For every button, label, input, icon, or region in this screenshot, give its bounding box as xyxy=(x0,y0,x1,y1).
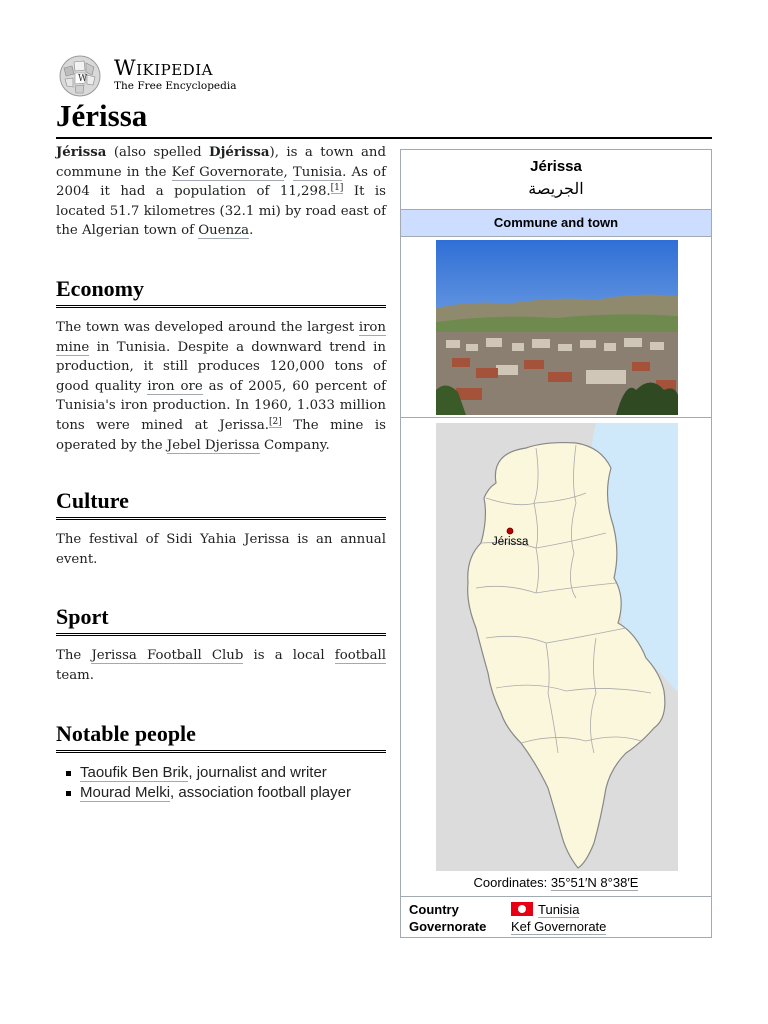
economy-text: Company. xyxy=(259,437,330,453)
wordmark-title: Wikipedia xyxy=(114,56,213,80)
infobox-divider xyxy=(401,896,711,897)
notable-people-heading: Notable people xyxy=(56,720,386,753)
kef-governorate-infobox-link[interactable]: Kef Governorate xyxy=(511,919,607,934)
reference-1-link[interactable]: [1] xyxy=(330,182,344,193)
intro-text: It is located 51.7 kilometres (32.1 mi) by road east of the Algerian town of xyxy=(56,184,386,239)
wordmark-tagline: The Free Encyclopedia xyxy=(114,80,237,92)
taoufik-ben-brik-link[interactable]: Taoufik Ben Brik xyxy=(80,763,189,781)
economy-section xyxy=(56,275,386,455)
article-body xyxy=(56,143,386,803)
infobox-row-governorate xyxy=(409,919,703,935)
infobox-row-country xyxy=(409,902,703,918)
locator-map[interactable] xyxy=(436,423,678,871)
tunisia-flag-icon xyxy=(511,902,533,916)
wikipedia-wordmark[interactable] xyxy=(114,56,274,92)
intro-bold-name: Jérissa xyxy=(56,145,107,160)
person-description: , association football player xyxy=(170,783,351,801)
notable-people-section xyxy=(56,720,386,803)
iron-mine-link[interactable]: iron mine xyxy=(56,319,386,355)
intro-alt-name: Djérissa xyxy=(209,145,270,160)
intro-paragraph xyxy=(56,143,386,241)
infobox xyxy=(400,149,712,938)
governorate-value xyxy=(511,919,606,935)
list-item xyxy=(56,783,386,803)
infobox-name: Jérissa xyxy=(530,158,582,175)
intro-text: . As of 2004 it had a population of 11,298. xyxy=(56,164,386,200)
map-marker-label: Jérissa xyxy=(492,536,529,548)
jerissa-football-club-link[interactable]: Jerissa Football Club xyxy=(91,648,244,664)
notable-people-list xyxy=(56,763,386,803)
tunisia-link[interactable]: Tunisia xyxy=(292,164,343,180)
jebel-djerissa-link[interactable]: Jebel Djerissa xyxy=(166,437,260,453)
infobox-divider xyxy=(401,417,711,418)
infobox-settlement-type: Commune and town xyxy=(401,209,711,237)
culture-heading: Culture xyxy=(56,487,386,520)
intro-text: ), is a town and commune in the xyxy=(56,145,387,180)
wikipedia-globe-logo[interactable] xyxy=(56,54,104,98)
list-item xyxy=(56,763,386,783)
intro-text: (also spelled xyxy=(106,145,210,160)
reference-2-link[interactable]: [2] xyxy=(269,416,282,427)
sport-text: is a local xyxy=(243,648,335,664)
economy-heading: Economy xyxy=(56,275,386,308)
economy-text: The town was developed around the largest xyxy=(56,319,359,335)
economy-text: in Tunisia. Despite a downward trend in production, it still produces 120,000 tons of good quality xyxy=(56,339,386,394)
coordinates-link[interactable]: 35°51′N 8°38′E xyxy=(550,875,639,890)
sport-text: team. xyxy=(56,667,94,683)
infobox-native-name: الجريصة xyxy=(528,181,584,198)
country-value xyxy=(511,902,579,918)
country-label: Country xyxy=(409,902,459,917)
person-description: , journalist and writer xyxy=(188,763,327,781)
sport-heading: Sport xyxy=(56,603,386,636)
reference-1[interactable] xyxy=(331,183,344,194)
intro-text: , xyxy=(283,164,293,180)
coordinates xyxy=(401,875,711,891)
page-title: Jérissa xyxy=(56,96,712,139)
tunisia-country-link[interactable]: Tunisia xyxy=(538,902,580,917)
sport-paragraph xyxy=(56,646,386,685)
reference-2[interactable] xyxy=(269,417,282,428)
economy-text: The mine is operated by the xyxy=(56,417,386,453)
intro-text: . xyxy=(249,223,254,239)
economy-text: as of 2005, 60 percent of Tunisia's iron production. In 1960, 1.033 million tons were mined at Jerissa. xyxy=(56,378,387,433)
sport-text: The xyxy=(56,648,92,664)
kef-governorate-link[interactable]: Kef Governorate xyxy=(171,164,284,180)
culture-paragraph: The festival of Sidi Yahia Jerissa is an annual event. xyxy=(56,532,386,567)
town-photo[interactable] xyxy=(436,240,678,415)
mourad-melki-link[interactable]: Mourad Melki xyxy=(80,783,171,801)
svg-text:W: W xyxy=(78,74,88,84)
football-link[interactable]: football xyxy=(334,648,387,664)
iron-ore-link[interactable]: iron ore xyxy=(147,378,203,394)
ouenza-link[interactable]: Ouenza xyxy=(198,223,250,239)
economy-paragraph xyxy=(56,318,386,455)
governorate-label: Governorate xyxy=(409,919,487,934)
coordinates-label: Coordinates: xyxy=(473,875,551,890)
sport-section xyxy=(56,603,386,685)
culture-section xyxy=(56,487,386,569)
